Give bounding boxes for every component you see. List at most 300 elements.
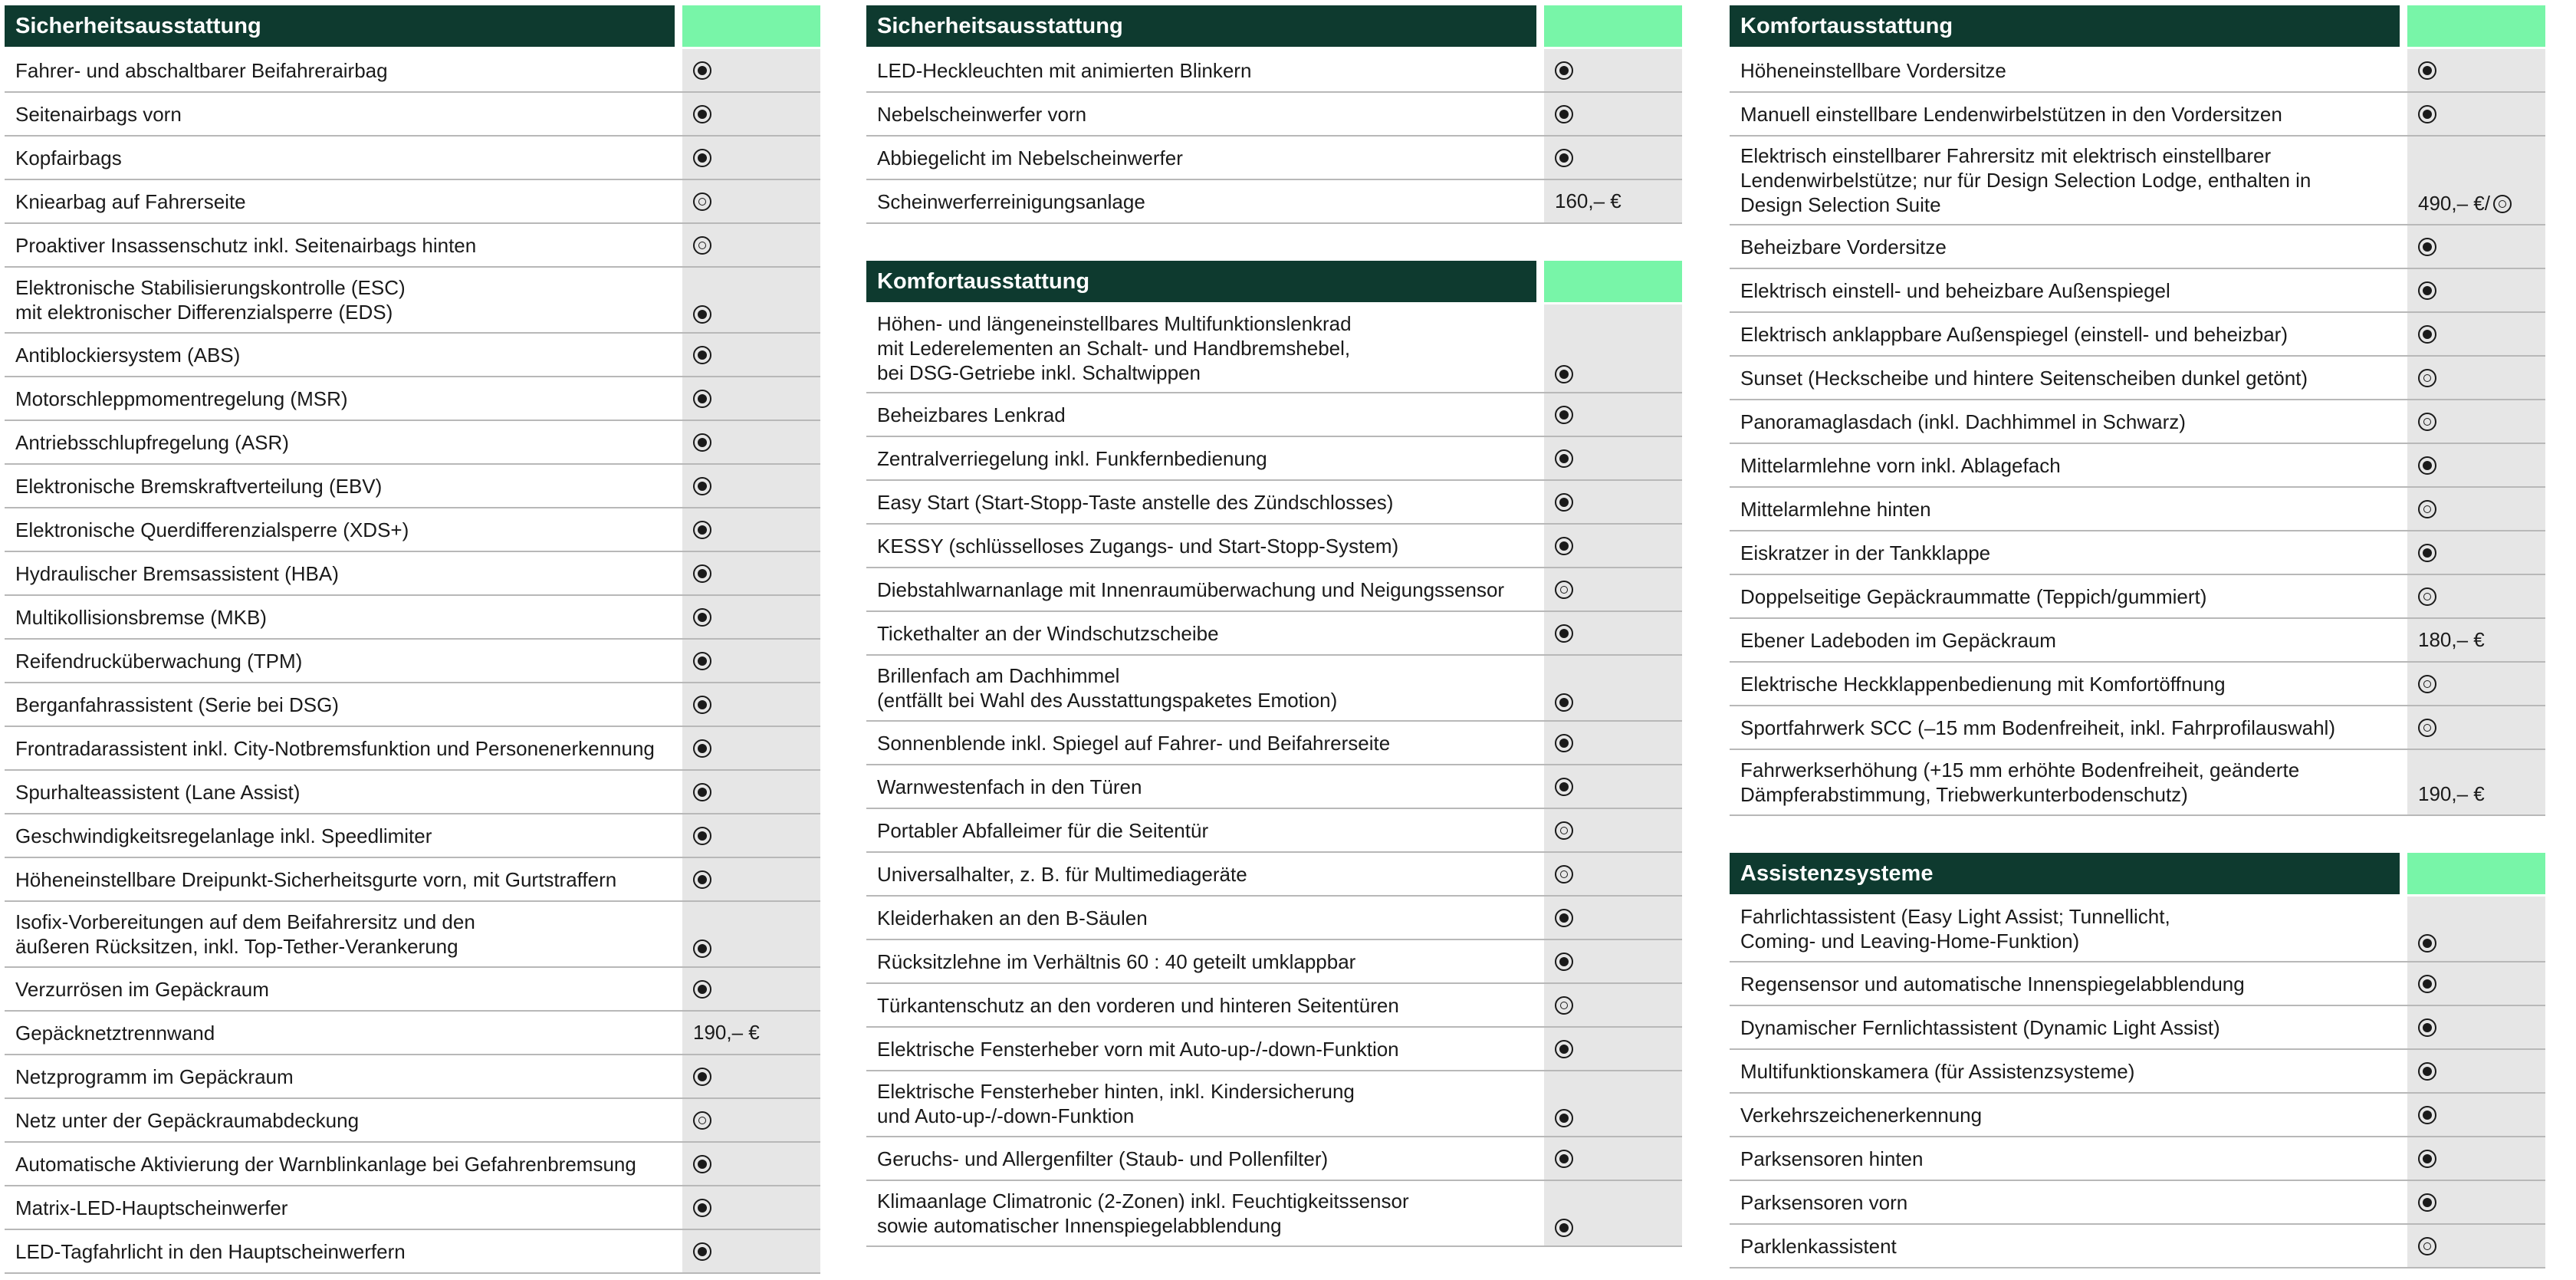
feature-text: Parklenkassistent xyxy=(1740,1234,1897,1258)
feature-text: Isofix-Vorbereitungen auf dem Beifahrersitz und den äußeren Rücksitzen, inkl. Top-Tether-Verankerung xyxy=(15,910,475,958)
table-row xyxy=(5,596,820,640)
standard-equipment-icon xyxy=(693,521,711,539)
feature-text: Sportfahrwerk SCC (–15 mm Bodenfreiheit, inkl. Fahrprofilauswahl) xyxy=(1740,716,2335,739)
feature-text: Elektrisch einstellbarer Fahrersitz mit elektrisch einstellbarer Lendenwirbelstütze; nur für Design Selection Lodge, enthalten in Design Selection Suite xyxy=(1740,144,2312,216)
section-title: Sicherheitsausstattung xyxy=(866,5,1536,47)
standard-equipment-icon xyxy=(2418,1193,2436,1212)
availability-cell xyxy=(2407,897,2545,961)
table-row xyxy=(866,722,1682,765)
availability-cell xyxy=(682,596,820,638)
section-header xyxy=(866,261,1682,302)
feature-text: Türkantenschutz an den vorderen und hinteren Seitentüren xyxy=(877,993,1399,1017)
feature-text: Verzurrösen im Gepäckraum xyxy=(15,977,269,1001)
feature-text: Höheneinstellbare Dreipunkt-Sicherheitsgurte vorn, mit Gurtstraffern xyxy=(15,867,617,891)
optional-equipment-icon xyxy=(2493,195,2512,213)
feature-text: Tickethalter an der Windschutzscheibe xyxy=(877,621,1219,645)
table-row xyxy=(5,421,820,465)
feature-label xyxy=(1730,750,2400,814)
table-row xyxy=(5,465,820,508)
feature-label xyxy=(5,268,675,332)
standard-equipment-icon xyxy=(1555,953,1573,971)
standard-equipment-icon xyxy=(1555,61,1573,80)
feature-text: Warnwestenfach in den Türen xyxy=(877,775,1142,798)
feature-label xyxy=(866,984,1536,1026)
standard-equipment-icon xyxy=(1555,365,1573,383)
table-row xyxy=(5,858,820,902)
feature-label xyxy=(5,224,675,266)
table-row xyxy=(5,968,820,1012)
availability-cell xyxy=(1544,525,1682,567)
feature-label xyxy=(1730,1050,2400,1092)
feature-label xyxy=(1730,1225,2400,1267)
table-row xyxy=(5,902,820,968)
feature-label xyxy=(5,1143,675,1185)
availability-cell xyxy=(682,1012,820,1054)
feature-label xyxy=(866,897,1536,939)
feature-text: Fahrlichtassistent (Easy Light Assist; Tunnellicht, Coming- und Leaving-Home-Funktion) xyxy=(1740,905,2170,953)
table-row xyxy=(866,1028,1682,1071)
feature-label xyxy=(5,180,675,222)
availability-cell xyxy=(2407,1225,2545,1267)
feature-label xyxy=(866,1028,1536,1070)
table-row xyxy=(5,377,820,421)
standard-equipment-icon xyxy=(1555,537,1573,555)
standard-equipment-icon xyxy=(693,696,711,714)
standard-equipment-icon xyxy=(693,1199,711,1217)
price-value xyxy=(1555,189,1622,213)
feature-label xyxy=(5,640,675,682)
table-row xyxy=(5,771,820,814)
feature-label xyxy=(5,683,675,726)
feature-label xyxy=(5,596,675,638)
standard-equipment-icon xyxy=(1555,493,1573,512)
table-row xyxy=(1730,1225,2545,1268)
feature-label xyxy=(866,437,1536,479)
table-row xyxy=(5,814,820,858)
feature-label xyxy=(1730,400,2400,443)
feature-text: Zentralverriegelung inkl. Funkfernbedienung xyxy=(877,446,1267,470)
table-row xyxy=(1730,137,2545,225)
availability-cell xyxy=(1544,1071,1682,1136)
availability-cell xyxy=(682,902,820,966)
feature-label xyxy=(5,137,675,179)
availability-cell xyxy=(1544,93,1682,135)
standard-equipment-icon xyxy=(1555,624,1573,643)
table-row xyxy=(866,525,1682,568)
availability-cell xyxy=(682,93,820,135)
feature-text: Sunset (Heckscheibe und hintere Seitenscheiben dunkel getönt) xyxy=(1740,366,2308,390)
table-row xyxy=(866,393,1682,437)
table-row xyxy=(1730,93,2545,137)
availability-cell xyxy=(2407,1181,2545,1223)
section-accent xyxy=(682,5,820,47)
feature-text: Eiskratzer in der Tankklappe xyxy=(1740,541,1991,564)
feature-text: Kopfairbags xyxy=(15,146,122,169)
standard-equipment-icon xyxy=(1555,449,1573,468)
table-row xyxy=(5,268,820,334)
standard-equipment-icon xyxy=(2418,975,2436,993)
standard-equipment-icon xyxy=(1555,693,1573,712)
feature-text: LED-Heckleuchten mit animierten Blinkern xyxy=(877,58,1252,82)
feature-text: KESSY (schlüsselloses Zugangs- und Start-Stopp-System) xyxy=(877,534,1399,558)
section-gap xyxy=(866,224,1682,261)
table-row xyxy=(866,568,1682,612)
feature-label xyxy=(1730,575,2400,617)
optional-equipment-icon xyxy=(2418,675,2436,693)
availability-cell xyxy=(2407,225,2545,268)
availability-cell xyxy=(1544,437,1682,479)
availability-cell xyxy=(2407,400,2545,443)
optional-equipment-icon xyxy=(693,192,711,211)
feature-label xyxy=(1730,49,2400,91)
availability-cell xyxy=(2407,575,2545,617)
table-row xyxy=(1730,269,2545,313)
price-text: 180,– € xyxy=(2418,628,2485,651)
availability-cell xyxy=(682,180,820,222)
availability-cell xyxy=(1544,481,1682,523)
availability-cell xyxy=(2407,1050,2545,1092)
table-row xyxy=(866,612,1682,656)
table-row xyxy=(5,224,820,268)
table-row xyxy=(1730,444,2545,488)
section-accent xyxy=(1544,261,1682,302)
feature-label xyxy=(866,93,1536,135)
section-title: Sicherheitsausstattung xyxy=(5,5,675,47)
availability-cell xyxy=(1544,722,1682,764)
table-row xyxy=(5,334,820,377)
section-title: Assistenzsysteme xyxy=(1730,853,2400,894)
feature-label xyxy=(866,722,1536,764)
table-row xyxy=(1730,1181,2545,1225)
availability-cell xyxy=(682,377,820,420)
feature-text: Multifunktionskamera (für Assistenzsysteme) xyxy=(1740,1059,2135,1083)
optional-equipment-icon xyxy=(2418,587,2436,606)
feature-text: Universalhalter, z. B. für Multimediageräte xyxy=(877,862,1247,886)
table-row xyxy=(1730,488,2545,531)
feature-label xyxy=(1730,619,2400,661)
optional-equipment-icon xyxy=(1555,581,1573,599)
price-value xyxy=(2418,628,2485,652)
feature-text: Elektrisch anklappbare Außenspiegel (einstell- und beheizbar) xyxy=(1740,322,2288,346)
optional-equipment-icon xyxy=(1555,996,1573,1015)
price-text: 160,– € xyxy=(1555,189,1622,212)
feature-label xyxy=(5,858,675,900)
feature-label xyxy=(1730,706,2400,749)
feature-text: Beheizbare Vordersitze xyxy=(1740,235,1947,258)
standard-equipment-icon xyxy=(2418,61,2436,80)
table-row xyxy=(1730,706,2545,750)
table-row xyxy=(1730,225,2545,269)
feature-text: Abbiegelicht im Nebelscheinwerfer xyxy=(877,146,1183,169)
feature-label xyxy=(1730,357,2400,399)
feature-label xyxy=(866,1071,1536,1136)
standard-equipment-icon xyxy=(693,61,711,80)
feature-text: Gepäcknetztrennwand xyxy=(15,1021,215,1045)
feature-label xyxy=(5,1099,675,1141)
availability-cell xyxy=(2407,93,2545,135)
table-row xyxy=(866,656,1682,722)
section-header xyxy=(1730,5,2545,47)
optional-equipment-icon xyxy=(2418,413,2436,431)
table-row xyxy=(866,304,1682,393)
table-row xyxy=(866,437,1682,481)
feature-text: Elektronische Stabilisierungskontrolle (ESC) mit elektronischer Differenzialsperre (EDS) xyxy=(15,276,406,324)
standard-equipment-icon xyxy=(2418,325,2436,344)
availability-cell xyxy=(2407,1094,2545,1136)
feature-label xyxy=(1730,663,2400,705)
feature-label xyxy=(866,393,1536,436)
availability-cell xyxy=(2407,750,2545,814)
feature-text: Mittelarmlehne vorn inkl. Ablagefach xyxy=(1740,453,2061,477)
feature-text: Höheneinstellbare Vordersitze xyxy=(1740,58,2006,82)
standard-equipment-icon xyxy=(693,652,711,670)
feature-label xyxy=(5,727,675,769)
availability-cell xyxy=(2407,357,2545,399)
feature-text: Geruchs- und Allergenfilter (Staub- und Pollenfilter) xyxy=(877,1147,1329,1170)
standard-equipment-icon xyxy=(2418,1018,2436,1037)
availability-cell xyxy=(1544,49,1682,91)
feature-text: Dynamischer Fernlichtassistent (Dynamic Light Assist) xyxy=(1740,1015,2220,1039)
standard-equipment-icon xyxy=(693,608,711,627)
feature-text: Elektrische Fensterheber vorn mit Auto-up-/-down-Funktion xyxy=(877,1037,1399,1061)
feature-label xyxy=(866,304,1536,392)
feature-text: Elektronische Querdifferenzialsperre (XDS+) xyxy=(15,518,409,541)
availability-cell xyxy=(682,421,820,463)
table-row xyxy=(1730,1094,2545,1137)
standard-equipment-icon xyxy=(2418,281,2436,300)
availability-cell xyxy=(1544,612,1682,654)
feature-text: LED-Tagfahrlicht in den Hauptscheinwerfern xyxy=(15,1239,406,1263)
table-row xyxy=(1730,357,2545,400)
availability-cell xyxy=(2407,706,2545,749)
standard-equipment-icon xyxy=(2418,456,2436,475)
standard-equipment-icon xyxy=(2418,934,2436,953)
feature-label xyxy=(5,93,675,135)
standard-equipment-icon xyxy=(693,433,711,452)
feature-label xyxy=(1730,444,2400,486)
availability-cell xyxy=(1544,897,1682,939)
feature-text: Klimaanlage Climatronic (2-Zonen) inkl. Feuchtigkeitssensor sowie automatischer Innenspiegelabblendung xyxy=(877,1190,1409,1237)
section-title: Komfortausstattung xyxy=(866,261,1536,302)
standard-equipment-icon xyxy=(693,870,711,889)
availability-cell xyxy=(2407,137,2545,224)
feature-text: Motorschleppmomentregelung (MSR) xyxy=(15,387,348,410)
feature-text: Mittelarmlehne hinten xyxy=(1740,497,1931,521)
availability-cell xyxy=(682,1099,820,1141)
table-row xyxy=(5,49,820,93)
table-row xyxy=(5,1230,820,1274)
feature-text: Multikollisionsbremse (MKB) xyxy=(15,605,267,629)
feature-text: Elektrische Fensterheber hinten, inkl. Kindersicherung und Auto-up-/-down-Funktion xyxy=(877,1080,1355,1127)
feature-text: Brillenfach am Dachhimmel (entfällt bei Wahl des Ausstattungspaketes Emotion) xyxy=(877,664,1338,712)
availability-cell xyxy=(1544,393,1682,436)
feature-label xyxy=(5,421,675,463)
feature-label xyxy=(866,525,1536,567)
feature-text: Reifendrucküberwachung (TPM) xyxy=(15,649,303,673)
table-row xyxy=(5,640,820,683)
standard-equipment-icon xyxy=(693,739,711,758)
feature-text: Hydraulischer Bremsassistent (HBA) xyxy=(15,561,339,585)
optional-equipment-icon xyxy=(693,1111,711,1130)
table-row xyxy=(866,49,1682,93)
standard-equipment-icon xyxy=(2418,1106,2436,1124)
table-row xyxy=(5,137,820,180)
feature-text: Elektronische Bremskraftverteilung (EBV) xyxy=(15,474,383,498)
availability-cell xyxy=(2407,269,2545,311)
optional-equipment-icon xyxy=(693,236,711,255)
feature-text: Spurhalteassistent (Lane Assist) xyxy=(15,780,301,804)
feature-text: Nebelscheinwerfer vorn xyxy=(877,102,1087,126)
table-row xyxy=(1730,575,2545,619)
feature-text: Fahrer- und abschaltbarer Beifahrerairbag xyxy=(15,58,388,82)
table-row xyxy=(5,180,820,224)
standard-equipment-icon xyxy=(693,346,711,364)
feature-label xyxy=(5,1230,675,1272)
feature-text: Easy Start (Start-Stopp-Taste anstelle des Zündschlosses) xyxy=(877,490,1394,514)
table-row xyxy=(866,1181,1682,1247)
feature-text: Sonnenblende inkl. Spiegel auf Fahrer- und Beifahrerseite xyxy=(877,731,1391,755)
feature-label xyxy=(5,552,675,594)
feature-label xyxy=(866,180,1536,222)
table-row xyxy=(1730,49,2545,93)
standard-equipment-icon xyxy=(1555,149,1573,167)
availability-cell xyxy=(682,640,820,682)
feature-text: Proaktiver Insassenschutz inkl. Seitenairbags hinten xyxy=(15,233,477,257)
column-2 xyxy=(866,5,1682,1247)
feature-text: Berganfahrassistent (Serie bei DSG) xyxy=(15,693,339,716)
feature-text: Ebener Ladeboden im Gepäckraum xyxy=(1740,628,2056,652)
feature-text: Kleiderhaken an den B-Säulen xyxy=(877,906,1148,930)
feature-label xyxy=(1730,488,2400,530)
feature-label xyxy=(1730,1094,2400,1136)
optional-equipment-icon xyxy=(2418,719,2436,737)
feature-label xyxy=(1730,1181,2400,1223)
table-row xyxy=(1730,663,2545,706)
section-gap xyxy=(1730,816,2545,853)
standard-equipment-icon xyxy=(2418,544,2436,562)
table-row xyxy=(5,683,820,727)
standard-equipment-icon xyxy=(693,939,711,958)
column-3 xyxy=(1730,5,2545,1268)
optional-equipment-icon xyxy=(2418,369,2436,387)
standard-equipment-icon xyxy=(693,783,711,801)
availability-cell xyxy=(2407,1006,2545,1048)
feature-label xyxy=(866,656,1536,720)
table-row xyxy=(866,1137,1682,1181)
feature-text: Regensensor und automatische Innenspiegelabblendung xyxy=(1740,972,2245,995)
standard-equipment-icon xyxy=(693,149,711,167)
table-row xyxy=(1730,897,2545,962)
table-row xyxy=(1730,531,2545,575)
standard-equipment-icon xyxy=(693,980,711,999)
feature-text: Automatische Aktivierung der Warnblinkanlage bei Gefahrenbremsung xyxy=(15,1152,636,1176)
feature-text: Verkehrszeichenerkennung xyxy=(1740,1103,1983,1127)
optional-equipment-icon xyxy=(1555,821,1573,840)
standard-equipment-icon xyxy=(1555,1150,1573,1168)
availability-cell xyxy=(682,814,820,857)
table-row xyxy=(866,809,1682,853)
feature-label xyxy=(5,1186,675,1229)
table-row xyxy=(1730,1006,2545,1050)
standard-equipment-icon xyxy=(693,1242,711,1261)
table-row xyxy=(866,93,1682,137)
table-row xyxy=(866,1071,1682,1137)
feature-text: Antriebsschlupfregelung (ASR) xyxy=(15,430,289,454)
feature-text: Netzprogramm im Gepäckraum xyxy=(15,1064,294,1088)
optional-equipment-icon xyxy=(2418,1237,2436,1255)
standard-equipment-icon xyxy=(693,564,711,583)
table-row xyxy=(1730,750,2545,816)
availability-cell xyxy=(682,771,820,813)
feature-label xyxy=(1730,1137,2400,1180)
feature-label xyxy=(1730,313,2400,355)
feature-label xyxy=(1730,897,2400,961)
section-header xyxy=(866,5,1682,47)
feature-text: Elektrische Heckklappenbedienung mit Komfortöffnung xyxy=(1740,672,2226,696)
section-header xyxy=(1730,853,2545,894)
availability-cell xyxy=(682,508,820,551)
standard-equipment-icon xyxy=(1555,105,1573,123)
standard-equipment-icon xyxy=(1555,1109,1573,1127)
table-row xyxy=(1730,313,2545,357)
feature-text: Frontradarassistent inkl. City-Notbremsfunktion und Personenerkennung xyxy=(15,736,655,760)
feature-label xyxy=(866,765,1536,808)
feature-text: Seitenairbags vorn xyxy=(15,102,182,126)
availability-cell xyxy=(682,1230,820,1272)
standard-equipment-icon xyxy=(1555,734,1573,752)
availability-cell xyxy=(1544,304,1682,392)
column-1 xyxy=(5,5,820,1274)
table-row xyxy=(866,481,1682,525)
feature-label xyxy=(1730,1006,2400,1048)
availability-cell xyxy=(1544,137,1682,179)
standard-equipment-icon xyxy=(693,1068,711,1086)
feature-label xyxy=(5,771,675,813)
price-text: 490,– €/ xyxy=(2418,192,2490,215)
feature-label xyxy=(866,49,1536,91)
feature-label xyxy=(5,968,675,1010)
availability-cell xyxy=(682,552,820,594)
table-row xyxy=(866,137,1682,180)
feature-label xyxy=(5,902,675,966)
feature-text: Antiblockiersystem (ABS) xyxy=(15,343,241,367)
standard-equipment-icon xyxy=(693,305,711,324)
feature-text: Parksensoren vorn xyxy=(1740,1190,1908,1214)
standard-equipment-icon xyxy=(693,1155,711,1173)
feature-text: Scheinwerferreinigungsanlage xyxy=(877,189,1145,213)
table-row xyxy=(5,1143,820,1186)
availability-cell xyxy=(682,1055,820,1097)
feature-text: Netz unter der Gepäckraumabdeckung xyxy=(15,1108,360,1132)
feature-label xyxy=(5,1055,675,1097)
table-row xyxy=(866,940,1682,984)
availability-cell xyxy=(1544,1137,1682,1180)
feature-label xyxy=(866,612,1536,654)
table-row xyxy=(5,1012,820,1055)
availability-cell xyxy=(2407,1137,2545,1180)
optional-equipment-icon xyxy=(2418,500,2436,518)
feature-text: Kniearbag auf Fahrerseite xyxy=(15,189,246,213)
section-accent xyxy=(1544,5,1682,47)
feature-label xyxy=(866,481,1536,523)
feature-text: Beheizbares Lenkrad xyxy=(877,403,1066,426)
availability-cell xyxy=(1544,180,1682,222)
section-title: Komfortausstattung xyxy=(1730,5,2400,47)
availability-cell xyxy=(1544,809,1682,851)
availability-cell xyxy=(682,334,820,376)
table-row xyxy=(866,853,1682,897)
price-text: 190,– € xyxy=(2418,782,2485,805)
